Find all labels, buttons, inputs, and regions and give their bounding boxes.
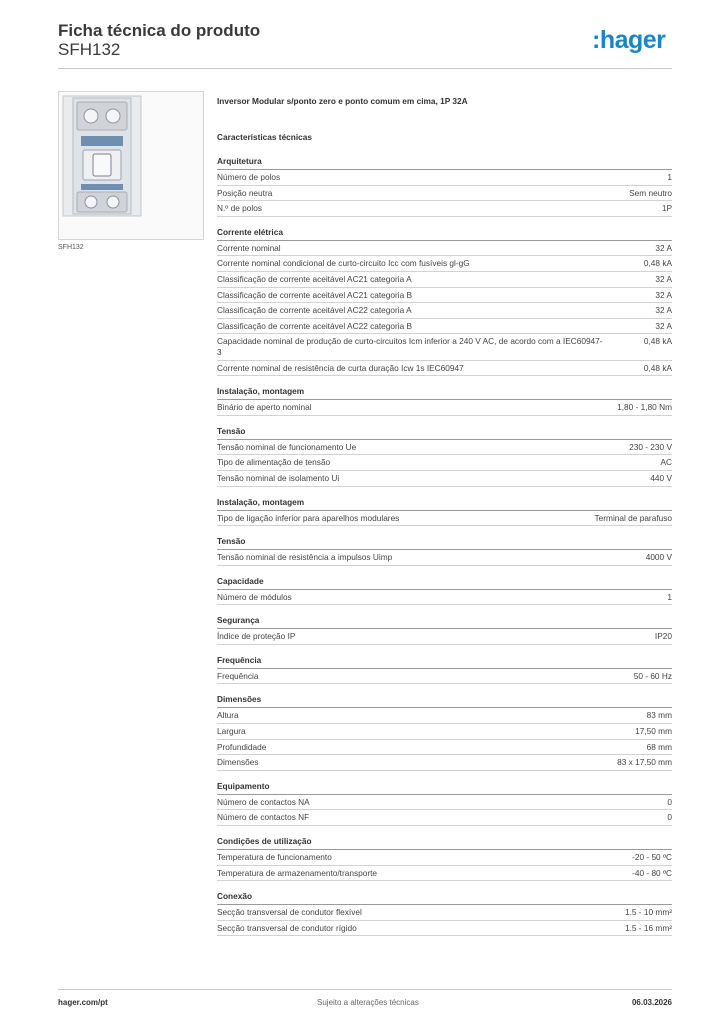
spec-group-title: Conexão [217, 891, 672, 905]
spec-group [217, 497, 672, 527]
spec-label: Capacidade nominal de produção de curto-circuitos Icm inferior a 240 V AC, de acordo com a IEC60947-3 [217, 336, 603, 357]
spec-row [217, 629, 672, 645]
spec-group-title: Capacidade [217, 576, 672, 590]
switch-device-illustration [59, 92, 203, 239]
spec-group-title: Arquitetura [217, 156, 672, 170]
spec-value: Sem neutro [629, 187, 672, 198]
spec-group [217, 891, 672, 936]
spec-value: 0 [667, 812, 672, 823]
spec-group [217, 426, 672, 487]
spec-value: 32 A [655, 320, 672, 331]
spec-label: Número de contactos NA [217, 796, 310, 807]
spec-group-title: Dimensões [217, 694, 672, 708]
spec-label: Posição neutra [217, 187, 273, 198]
product-image [58, 91, 204, 240]
spec-value: 0,48 kA [643, 336, 672, 347]
spec-value: 1,80 - 1,80 Nm [617, 402, 672, 413]
spec-value: 0 [667, 796, 672, 807]
spec-row [217, 669, 672, 685]
spec-group-title: Instalação, montagem [217, 386, 672, 400]
spec-label: Binário de aperto nominal [217, 402, 312, 413]
spec-label: Classificação de corrente aceitável AC21 categoria A [217, 273, 412, 284]
page-title: Ficha técnica do produto [58, 21, 261, 40]
spec-label: Tensão nominal de isolamento Ui [217, 472, 340, 483]
spec-group [217, 227, 672, 376]
spec-label: Classificação de corrente aceitável AC22 categoria B [217, 320, 413, 331]
product-code: SFH132 [58, 40, 121, 59]
spec-value: 32 A [655, 289, 672, 300]
spec-group-title: Tensão [217, 536, 672, 550]
spec-value: 1.5 - 16 mm² [624, 922, 672, 933]
footer-website[interactable]: hager.com/pt [58, 998, 108, 1007]
spec-value: 32 A [655, 242, 672, 253]
spec-value: 83 x 17.50 mm [617, 757, 672, 768]
spec-group-title: Instalação, montagem [217, 497, 672, 511]
spec-label: Altura [217, 710, 239, 721]
spec-label: Tensão nominal de funcionamento Ue [217, 441, 357, 452]
spec-row [217, 755, 672, 771]
spec-value: 68 mm [646, 741, 672, 752]
spec-group-title: Tensão [217, 426, 672, 440]
image-caption: SFH132 [58, 244, 84, 251]
spec-label: Número de contactos NF [217, 812, 310, 823]
spec-row [217, 708, 672, 724]
spec-row [217, 170, 672, 186]
header-divider [58, 68, 672, 69]
spec-value: 440 V [650, 472, 672, 483]
spec-row [217, 272, 672, 288]
spec-row [217, 303, 672, 319]
spec-row [217, 455, 672, 471]
spec-label: Secção transversal de condutor rígido [217, 922, 357, 933]
spec-label: Temperatura de funcionamento [217, 852, 332, 863]
spec-row [217, 795, 672, 811]
spec-label: Corrente nominal condicional de curto-circuito Icc com fusíveis gl-gG [217, 258, 470, 269]
spec-value: 1 [667, 172, 672, 182]
spec-group [217, 386, 672, 416]
spec-label: Corrente nominal [217, 242, 281, 253]
spec-group-title: Equipamento [217, 781, 672, 795]
spec-row [217, 471, 672, 487]
spec-label: Classificação de corrente aceitável AC21 categoria B [217, 289, 413, 300]
spec-label: Profundidade [217, 741, 267, 752]
spec-label: Tensão nominal de resistência a impulsos Uimp [217, 552, 393, 563]
spec-value: 4000 V [645, 552, 672, 563]
spec-group [217, 655, 672, 685]
spec-value: 0,48 kA [643, 258, 672, 269]
spec-row [217, 724, 672, 740]
spec-value: -20 - 50 ºC [632, 852, 672, 863]
spec-value: 1.5 - 10 mm² [624, 907, 672, 918]
spec-label: Tipo de ligação inferior para aparelhos modulares [217, 512, 400, 523]
spec-value: 32 A [655, 273, 672, 284]
spec-label: Número de polos [217, 172, 281, 182]
spec-row [217, 866, 672, 882]
spec-group [217, 576, 672, 606]
spec-value: IP20 [654, 631, 672, 642]
spec-row [217, 256, 672, 272]
spec-row [217, 319, 672, 335]
spec-value: 0,48 kA [643, 362, 672, 373]
footer-notice: Sujeito a alterações técnicas [317, 998, 419, 1007]
spec-label: Temperatura de armazenamento/transporte [217, 867, 378, 878]
footer-divider [58, 989, 672, 990]
hager-logo: :hager [592, 26, 666, 54]
spec-value: 50 - 60 Hz [633, 670, 672, 681]
spec-row [217, 186, 672, 202]
spec-group [217, 156, 672, 217]
spec-row [217, 400, 672, 416]
spec-group-title: Frequência [217, 655, 672, 669]
spec-group-title: Condições de utilização [217, 836, 672, 850]
spec-row [217, 550, 672, 566]
spec-label: Índice de proteção IP [217, 631, 296, 642]
spec-row [217, 334, 672, 360]
spec-sheet [217, 96, 672, 946]
spec-row [217, 440, 672, 456]
spec-label: Secção transversal de condutor flexível [217, 907, 362, 918]
spec-value: 83 mm [646, 710, 672, 721]
spec-label: Corrente nominal de resistência de curta duração Icw 1s IEC60947 [217, 362, 464, 373]
spec-row [217, 921, 672, 937]
spec-label: Frequência [217, 670, 259, 681]
spec-group [217, 836, 672, 881]
spec-value: 230 - 230 V [629, 441, 672, 452]
spec-group-title: Segurança [217, 615, 672, 629]
spec-row [217, 288, 672, 304]
spec-group [217, 781, 672, 826]
spec-value: 1P [661, 203, 672, 214]
spec-label: N.º de polos [217, 203, 263, 214]
spec-value: -40 - 80 ºC [632, 867, 672, 878]
spec-label: Tipo de alimentação de tensão [217, 457, 331, 468]
footer-date: 06.03.2026 [631, 998, 672, 1007]
spec-value: 1 [667, 591, 672, 602]
spec-heading: Características técnicas [217, 132, 313, 142]
spec-label: Dimensões [217, 757, 259, 768]
spec-group [217, 694, 672, 770]
spec-label: Classificação de corrente aceitável AC22 categoria A [217, 305, 412, 316]
product-description: Inversor Modular s/ponto zero e ponto comum em cima, 1P 32A [217, 96, 468, 106]
spec-value: AC [660, 457, 672, 468]
spec-row [217, 201, 672, 217]
spec-group-title: Corrente elétrica [217, 227, 672, 241]
spec-groups [217, 156, 672, 936]
spec-value: 17,50 mm [635, 726, 672, 737]
spec-label: Número de módulos [217, 591, 292, 602]
spec-row [217, 850, 672, 866]
spec-row [217, 810, 672, 826]
spec-row [217, 590, 672, 606]
spec-row [217, 511, 672, 527]
spec-group [217, 536, 672, 566]
spec-row [217, 361, 672, 377]
spec-row [217, 905, 672, 921]
spec-row [217, 241, 672, 257]
spec-label: Largura [217, 726, 246, 737]
spec-value: 32 A [655, 305, 672, 316]
spec-row [217, 740, 672, 756]
spec-group [217, 615, 672, 645]
spec-value: Terminal de parafuso [594, 512, 672, 523]
